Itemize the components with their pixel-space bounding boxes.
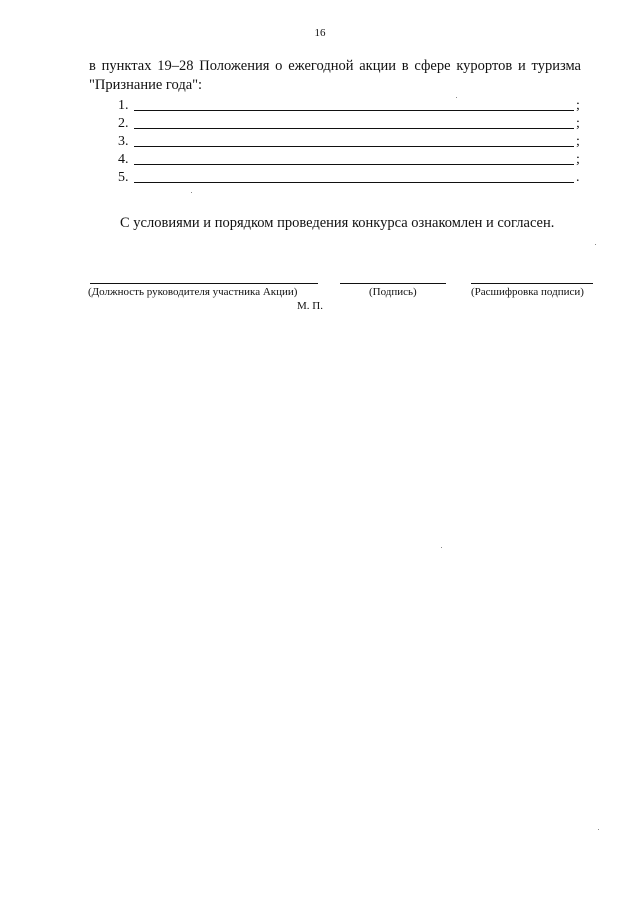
page-number: 16 <box>314 27 326 39</box>
agreement-statement: С условиями и порядком проведения конкурса ознакомлен и согласен. <box>120 215 555 231</box>
blank-fill-line[interactable] <box>134 97 574 111</box>
blank-number: 2. <box>118 116 129 131</box>
scan-speck <box>441 547 442 548</box>
blank-number: 5. <box>118 170 129 185</box>
blank-terminator: ; <box>576 134 580 149</box>
intro-paragraph: в пунктах 19–28 Положения о ежегодной акции в сфере курортов и туризма "Признание года": <box>89 58 581 93</box>
blank-fill-line[interactable] <box>134 115 574 129</box>
scan-speck <box>595 244 596 245</box>
blank-fill-line[interactable] <box>134 169 574 183</box>
blank-row <box>118 114 588 132</box>
blank-terminator: . <box>576 170 580 185</box>
blank-terminator: ; <box>576 152 580 167</box>
blank-row <box>118 168 588 186</box>
blank-number: 3. <box>118 134 129 149</box>
decryption-caption: (Расшифровка подписи) <box>471 286 584 298</box>
blank-fill-line[interactable] <box>134 151 574 165</box>
blank-fill-line[interactable] <box>134 133 574 147</box>
blank-terminator: ; <box>576 116 580 131</box>
blank-number: 1. <box>118 98 129 113</box>
blank-terminator: ; <box>576 98 580 113</box>
blank-row <box>118 132 588 150</box>
blank-number: 4. <box>118 152 129 167</box>
decryption-sign-line[interactable] <box>471 283 593 284</box>
blank-row <box>118 96 588 114</box>
scan-speck <box>456 97 457 98</box>
position-sign-line[interactable] <box>90 283 318 284</box>
scan-speck <box>191 192 192 193</box>
blank-row <box>118 150 588 168</box>
scan-speck <box>598 829 599 830</box>
signature-caption: (Подпись) <box>369 286 417 298</box>
stamp-placeholder: М. П. <box>297 300 323 312</box>
signature-sign-line[interactable] <box>340 283 446 284</box>
position-caption: (Должность руководителя участника Акции) <box>88 286 298 298</box>
blank-list <box>118 96 588 186</box>
